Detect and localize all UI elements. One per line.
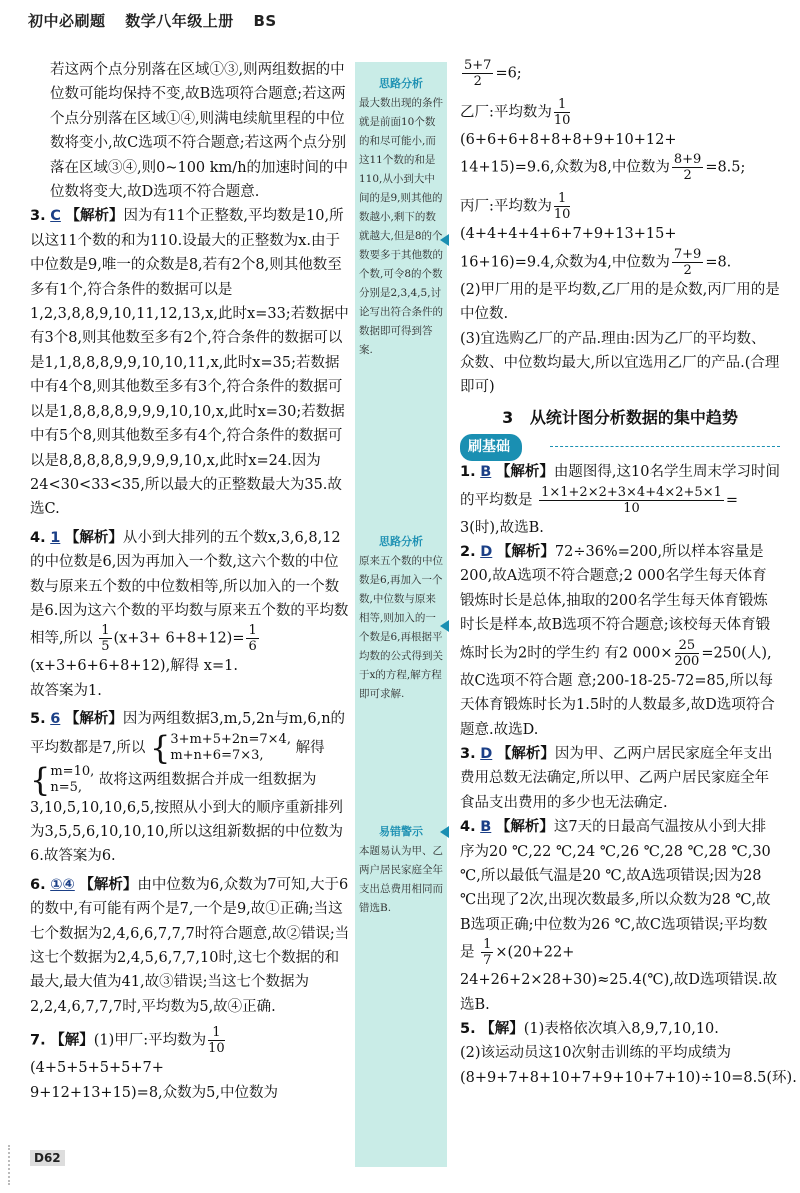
- pointer-arrow-icon: [440, 620, 449, 632]
- pointer-arrow-icon: [440, 826, 449, 838]
- fraction: $\frac{1}{10}$: [553, 191, 571, 223]
- question-r1: 1. B 【解析】由题图得,这10名学生周末学习时间的平均数是 $\frac{1\times 1+2\times 2+3\times 4+4\times 2+5\times 1}{10}$ = 3(时),故选B.: [460, 464, 780, 536]
- q7-part2: (2)甲厂用的是平均数,乙厂用的是众数,丙厂用的是中位数.: [460, 281, 780, 323]
- answer-5: 6: [50, 711, 61, 728]
- pointer-arrow-icon: [440, 234, 449, 246]
- question-r5: 5. 【解】(1)表格依次填入8,9,7,10,10. (2)该运动员这10次射击训练的平均成绩为(8+9+7+8+10+7+9+10+7+10)÷10=8.5(环).: [460, 1020, 797, 1086]
- fraction: $\frac{1}{7}$: [483, 937, 492, 969]
- question-r2: 2. D 【解析】72÷36%=200,所以样本容量是200,故A选项不符合题意;2 000名学生每天体育锻炼时长是总体,抽取的200名学生每天体育锻炼时长是样本,故B选项不符合题意;该校每天体育锻炼时长为2时的学生约 有2 000× $\frac{25}{200}$ =250(人),故C选项不符合题 意;200-18-25-72=85,所以每天体育锻炼时长为1.5时的人数最多,故D选项符合题意.故选D.: [460, 544, 775, 738]
- equation-system: 3+m+5+2n=7×4, m+n+6=7×3,: [170, 731, 291, 763]
- answer-6: ①④: [50, 876, 75, 893]
- book-title: 初中必刷题: [28, 12, 106, 30]
- fraction: $\frac{1}{6}$: [248, 623, 257, 655]
- exercise-badge-row: [460, 434, 780, 458]
- question-7: 7. 【解】(1)甲厂:平均数为 $\frac{1}{10}$ (4+5+5+5+5+7+ 9+12+13+15)=8,众数为5,中位数为: [30, 1025, 279, 1101]
- edition-label: BS: [253, 12, 277, 30]
- basic-exercise-badge: 刷基础: [460, 434, 522, 460]
- fraction: $\frac{1}{10}$: [553, 97, 571, 128]
- answer-r1: B: [480, 464, 492, 481]
- question-4: 4. 1 【解析】从小到大排列的五个数x,3,6,8,12的中位数是6,因为再加入一个数,这六个数的中位数与原来五个数的中位数相等,所以加入的一个数是6.因为这六个数的平均数与原来五个数的平均数相等,所以 $\frac{1}{5}$ (x+3+ 6+8+12)= $\frac{1}{6}$ (x+3+6+6+8+12),解得 x=1. 故答案为1.: [30, 529, 349, 699]
- question-6: 6. ①④ 【解析】由中位数为6,众数为7可知,大于6的数中,有可能有两个是7,一个是9,故①正确;当这七个数据为2,4,6,6,7,7,7时符合题意,故②错误;当这七个数据为2,4,5,6,7,7,10时,这七个数据的和最大,最大值为41,故③错误;当这七个数据为2,2,4,6,7,7,7时,平均数为5,故④正确.: [30, 876, 350, 1015]
- answer-3: C: [50, 208, 61, 225]
- question-r4: 4. B 【解析】这7天的日最高气温按从小到大排序为20 ℃,22 ℃,24 ℃,26 ℃,28 ℃,28 ℃,30 ℃,所以最低气温是20 ℃,故A选项错误;因为28 ℃出现了2次,出现次数最多,所以众数为28 ℃,故B选项正确;中位数为26 ℃,故C选项错误;平均数是 $\frac{1}{7}$ ×(20+22+ 24+26+2×28+30)≈25.4(℃),故D选项错误.故选B.: [460, 819, 778, 1013]
- answer-r3: D: [480, 745, 493, 762]
- answer-r4: B: [480, 819, 492, 836]
- question-r3: 3. D 【解析】因为甲、乙两户居民家庭全年支出费用总数无法确定,所以甲、乙两户居民家庭全年食品支出费用的多少也无法确定.: [460, 745, 773, 811]
- margin-dots: [8, 1145, 26, 1185]
- question-5: 5. 6 【解析】因为两组数据3,m,5,2n与m,6,n的平均数都是7,所以 {3+m+5+2n=7×4, m+n+6=7×3, 解得 {m=10, n=5, 故将这两组数据合并成一组数据为3,10,5,10,10,6,5,按照从小到大的顺序重新排列为3,5,5,6,10,10,10,所以这组新数据的中位数为6.故答案为6.: [30, 711, 346, 865]
- fraction: $\frac{7+9}{2}$: [673, 246, 702, 278]
- fraction: $\frac{25}{200}$: [674, 637, 700, 669]
- right-column: [460, 58, 797, 1090]
- margin-notes-sidebar: [355, 62, 447, 1167]
- answer-r2: D: [480, 544, 493, 561]
- left-column: [30, 58, 352, 1105]
- answer-4: 1: [50, 529, 61, 546]
- factory-b-stats: 乙厂:平均数为 $\frac{1}{10}$ (6+6+6+8+8+8+9+10+12+ 14+15)=9.6,众数为8,中位数为 $\frac{8+9}{2}$ =8.5;: [460, 97, 746, 184]
- question-3: 3. C 【解析】因为有11个正整数,平均数是10,所以这11个数的和为110.设最大的正整数为x.由于中位数是9,唯一的众数是8,若有2个8,则其他数至多有1个,符合条件的数据可以是1,2,3,8,8,9,10,11,12,13,x,此时x=33;若数据中有3个8,则其他数至多有2个,符合条件的数据可以是1,1,8,8,8,9,9,10,10,11,x,此时x=35;若数据中有4个8,则其他数至多有3个,符合条件的数据可以是1,8,8,8,8,9,9,9,10,10,x,此时x=30;若数据中有5个8,则其他数至多有4个,符合条件的数据可以是8,8,8,8,8,9,9,9,9,10,x,此时x=24.因为24<30<33<35,所以最大的正整数最大为35.故选C.: [30, 208, 349, 518]
- section-title: 3 从统计图分析数据的集中趋势: [502, 407, 738, 427]
- note-thinking-1: 思路分析 最大数出现的条件就是前面10个数的和尽可能小,而这11个数的和是110,从小到大中间的是9,则其他的数越小,剩下的数就越大,但是8的个数要多于其他数的个数,可令8的个数分别是2,3,4,5,讨论写出符合条件的数据即可得到答案.: [359, 74, 443, 360]
- page-number: D62: [30, 1150, 65, 1166]
- q7-continuation: $\frac{5+7}{2}$ =6;: [464, 58, 522, 89]
- solution-system: m=10, n=5,: [50, 763, 95, 795]
- q7-part3: (3)宜选购乙厂的产品.理由:因为乙厂的平均数、众数、中位数均最大,所以宜选用乙厂的产品.(合理即可): [460, 330, 780, 396]
- fraction: $\frac{1\times 1+2\times 2+3\times 4+4\times 2+5\times 1}{10}$: [541, 484, 722, 516]
- note-mistake-warning: 易错警示 本题易认为甲、乙两户居民家庭全年支出总费用相同而错选B.: [359, 822, 443, 918]
- intro-paragraph: 若这两个点分别落在区域①③,则两组数据的中位数可能均保持不变,故B选项符合题意;若这两个点分别落在区域①④,则满电续航里程的中位数将变小,故C选项不符合题意;若这两个点分别落在区域③④,则0~100 km/h的加速时间的中位数将变大,故D选项不符合题意.: [50, 62, 349, 201]
- fraction: $\frac{5+7}{2}$: [464, 58, 492, 89]
- fraction: $\frac{1}{10}$: [208, 1025, 225, 1057]
- subject-title: 数学八年级上册: [125, 12, 234, 30]
- fraction: $\frac{8+9}{2}$: [673, 152, 702, 184]
- fraction: $\frac{1}{5}$: [101, 623, 110, 655]
- factory-c-stats: 丙厂:平均数为 $\frac{1}{10}$ (4+4+4+4+6+7+9+13+15+ 16+16)=9.4,众数为4,中位数为 $\frac{7+9}{2}$ =8.: [460, 191, 732, 278]
- page-header: [28, 10, 277, 31]
- note-thinking-2: 思路分析 原来五个数的中位数是6,再加入一个数,中位数与原来相等,则加入的一个数是6,再根据平均数的公式得到关于x的方程,解方程即可求解.: [359, 532, 443, 704]
